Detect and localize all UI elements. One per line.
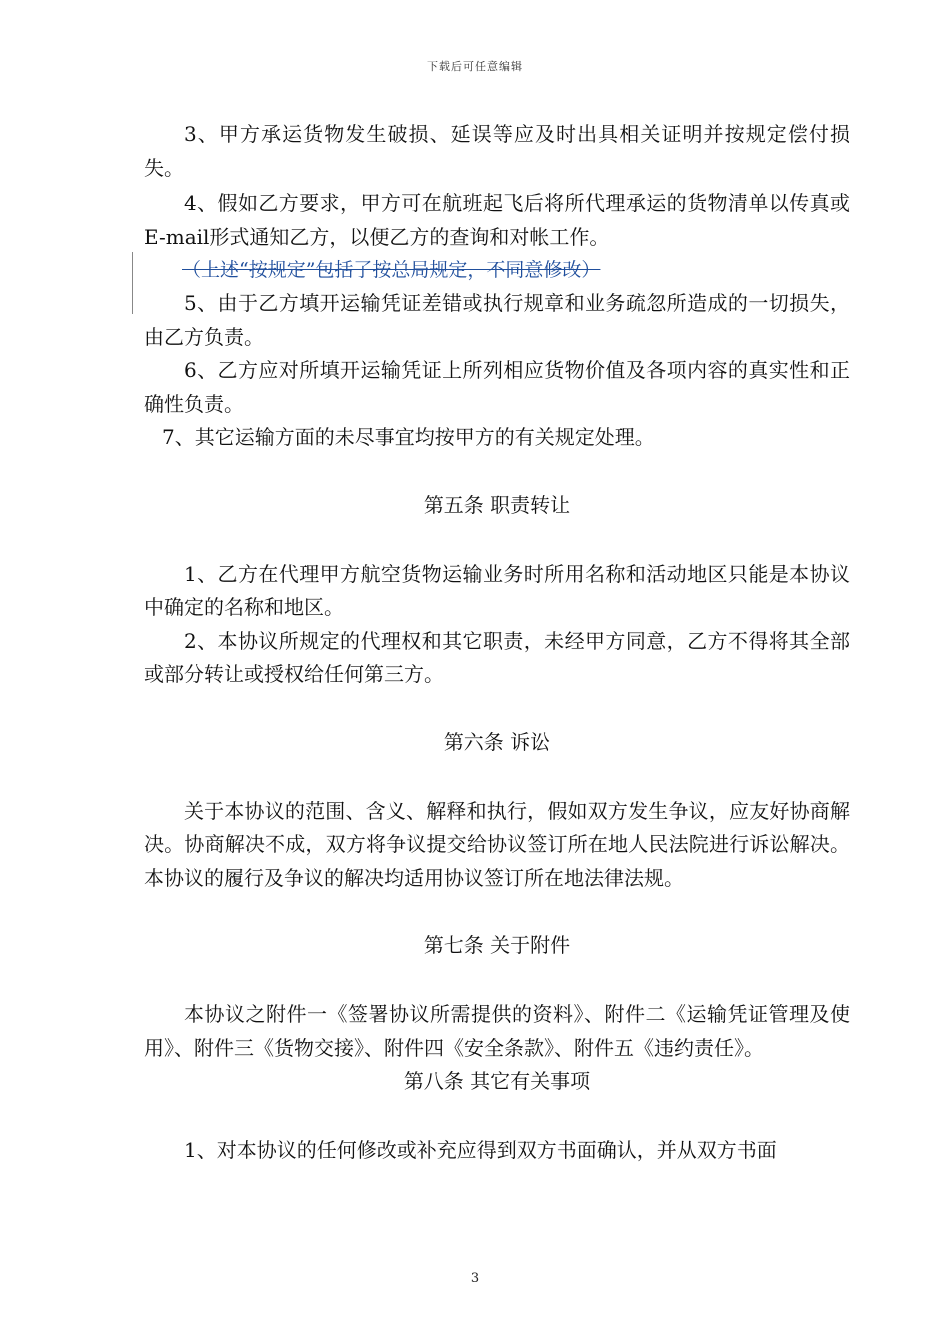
page-header: 下载后可任意编辑 <box>427 60 523 73</box>
page-number: 3 <box>470 1271 480 1286</box>
deleted-revision-note: （上述“按规定”包括了按总局规定，不同意修改） <box>182 259 601 281</box>
article-7-title: 第七条 关于附件 <box>423 933 571 957</box>
revision-bar <box>132 252 133 314</box>
clause-6: 6、乙方应对所填开运输凭证上所列相应货物价值及各项内容的真实性和正确性负责。 <box>144 358 850 416</box>
article-7-text: 本协议之附件一《签署协议所需提供的资料》、附件二《运输凭证管理及使用》、附件三《货物交接》、附件四《安全条款》、附件五《违约责任》。 <box>144 1002 850 1060</box>
document-body <box>144 118 850 1168</box>
article-5-clause-1: 1、乙方在代理甲方航空货物运输业务时所用名称和活动地区只能是本协议中确定的名称和地区。 <box>144 561 850 619</box>
article-6-title: 第六条 诉讼 <box>443 729 551 754</box>
clause-4: 4、假如乙方要求，甲方可在航班起飞后将所代理承运的货物清单以传真或E-mail形式通知乙方，以便乙方的查询和对帐工作。 <box>144 191 850 249</box>
clause-5: 5、由于乙方填开运输凭证差错或执行规章和业务疏忽所造成的一切损失，由乙方负责。 <box>144 291 850 349</box>
article-6-text: 关于本协议的范围、含义、解释和执行，假如双方发生争议，应友好协商解决。协商解决不成，双方将争议提交给协议签订所在地人民法院进行诉讼解决。本协议的履行及争议的解决均适用协议签订所在地法律法规。 <box>144 798 850 890</box>
article-5-clause-2: 2、本协议所规定的代理权和其它职责，未经甲方同意，乙方不得将其全部或部分转让或授权给任何第三方。 <box>144 628 850 686</box>
article-5-title: 第五条 职责转让 <box>423 492 571 517</box>
clause-3: 3、甲方承运货物发生破损、延误等应及时出具相关证明并按规定偿付损失。 <box>144 122 850 180</box>
article-8-title: 第八条 其它有关事项 <box>403 1069 591 1093</box>
clause-7: 7、其它运输方面的未尽事宜均按甲方的有关规定处理。 <box>162 425 655 449</box>
article-8-clause-1: 1、对本协议的任何修改或补充应得到双方书面确认，并从双方书面 <box>184 1138 777 1162</box>
